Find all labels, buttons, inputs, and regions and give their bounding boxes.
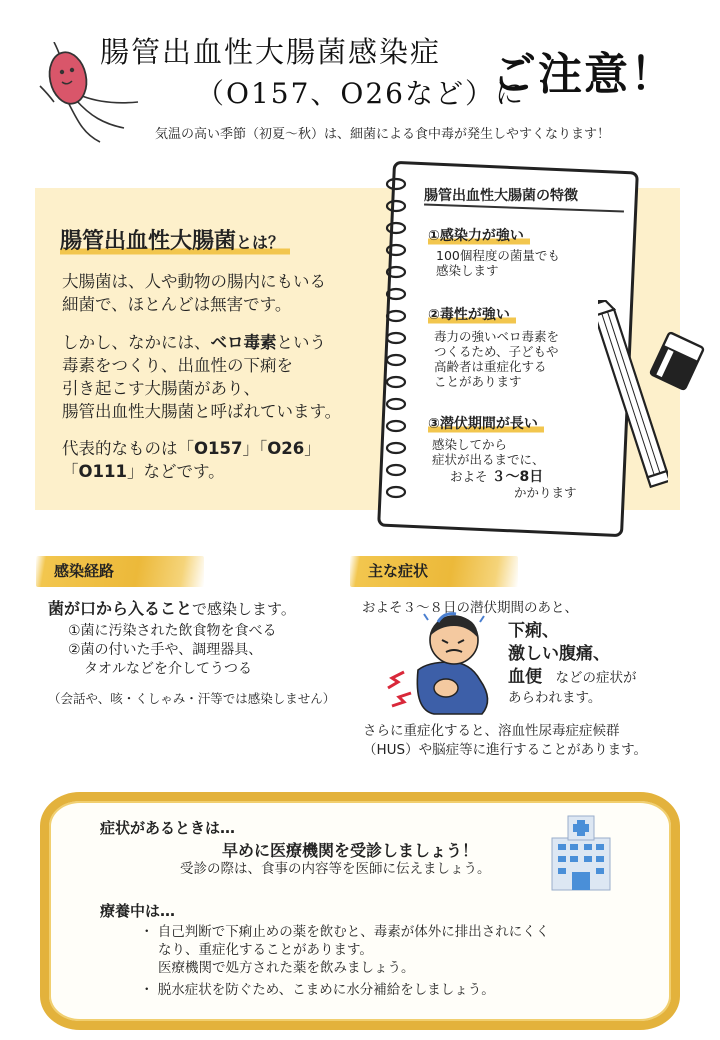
advice-see-doctor: 早めに医療機関を受診しましょう！ [222,841,479,860]
advice-heading-recovery: 療養中は… [100,902,176,920]
symptoms-tail: あらわれます。 [508,690,602,706]
advice-heading-symptoms: 症状があるときは… [100,819,236,837]
route-item-1: ①菌に汚染された飲食物を食べる [68,623,277,639]
route-summary: 菌が口から入ることで感染します。 [48,599,296,618]
advice-bullet-2: ・ 脱水症状を防ぐため、こまめに水分補給をしましょう。 [140,982,495,998]
advice-see-doctor-note: 受診の際は、食事の内容等を医師に伝えましょう。 [180,861,491,877]
spiral-binding-icon [382,176,412,516]
feature-2-text: 毒力の強いベロ毒素を つくるため、子どもや 高齢者は重症化する ことがあります [434,329,560,389]
about-paragraph-1: 大腸菌は、人や動物の腸内にもいる 細菌で、ほとんどは無害です。 [62,272,326,314]
feature-2-heading: ②毒性が強い [428,304,516,326]
about-paragraph-2: しかし、なかには、ベロ毒素という 毒素をつくり、出血性の下痢を 引き起こす大腸菌があり、 腸管出血性大腸菌と呼ばれています。 [62,333,342,421]
route-heading: 感染経路 [36,556,204,587]
about-heading: 腸管出血性大腸菌とは？ [60,222,290,259]
caution-title: ご注意！ [492,49,676,100]
hospital-icon [544,812,616,892]
eraser-icon [648,330,706,392]
page-title: 腸管出血性大腸菌感染症 [100,35,442,69]
symptoms-list: 下痢、 激しい腹痛、 血便 などの症状が [508,621,637,687]
notebook-title: 腸管出血性大腸菌の特徴 [424,188,578,204]
route-item-2: ②菌の付いた手や、調理器具、 タオルなどを介してうつる [68,642,263,677]
symptoms-hus: さらに重症化すると、溶血性尿毒症症候群 （HUS）や脳症等に進行することがあります。 [363,723,648,758]
advice-bullet-1: ・ 自己判断で下痢止めの薬を飲むと、毒素が体外に排出されにくく なり、重症化することがあります。 医療機関で処方された薬を飲みましょう。 [140,924,550,976]
intro-text: 気温の高い季節（初夏〜秋）は、細菌による食中毒が発生しやすくなります！ [155,127,611,142]
feature-3-heading: ③潜伏期間が長い [428,413,544,435]
page-subtitle: （O157、O26など）に [196,77,525,110]
feature-1-text: 100個程度の菌量でも 感染します [436,248,560,278]
feature-1-heading: ①感染力が強い [428,225,530,247]
sick-person-icon [384,610,502,718]
about-paragraph-3: 代表的なものは「O157」「O26」 「O111」などです。 [62,439,321,481]
symptoms-heading: 主な症状 [350,556,518,587]
feature-3-text: 感染してから 症状が出るまでに、 およそ ３〜8日 かかります [432,437,577,500]
route-note: （会話や、咳・くしゃみ・汗等では感染しません） [48,691,336,706]
symptoms-intro: およそ３〜８日の潜伏期間のあと、 [362,600,578,616]
